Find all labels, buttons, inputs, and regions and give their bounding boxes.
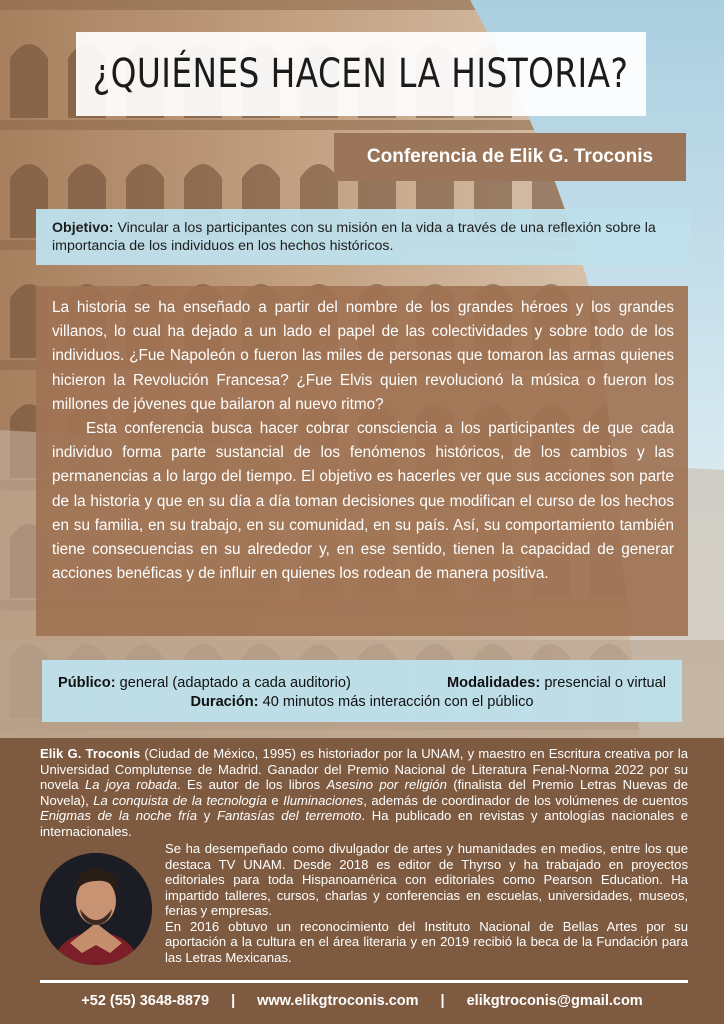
page-title: ¿QUIÉNES HACEN LA HISTORIA? <box>93 51 629 97</box>
website-link[interactable]: www.elikgtroconis.com <box>257 993 419 1009</box>
bio-text: . Es autor de los libros <box>177 777 327 792</box>
objective-box <box>36 209 690 265</box>
author-photo <box>40 853 152 965</box>
audience <box>58 675 351 691</box>
audience-value: general (adaptado a cada auditorio) <box>119 675 351 691</box>
bio-paragraph-3: En 2016 obtuvo un reconocimiento del Instituto Nacional de Bellas Artes por su aportación a la cultura en el área literaria y en 2019 recibió la beca de la Fundación para las Letras Mexicanas. <box>165 918 688 965</box>
bio-text: (finalista del Premio Letras Nuevas de Novela), <box>40 777 688 808</box>
bio-text: e <box>266 792 284 808</box>
audience-label: Público: <box>58 675 116 691</box>
separator: | <box>231 993 236 1009</box>
title-banner <box>76 32 646 116</box>
divider <box>40 980 688 983</box>
phone[interactable]: +52 (55) 3648-8879 <box>81 993 210 1009</box>
description-paragraph-1: La historia se ha enseñado a partir del nombre de los grandes héroes y los grandes villanos, lo cual ha dejado a un lado el papel de las colectividades y sobre todo de los individuos. ¿Fue Napoleón o fueron las miles de personas que tomaron las armas quienes hicieron la Revolución Francesa? ¿Fue Elvis quien revolucionó la música o fueron los millones de jóvenes que bailaron al nuevo ritmo? <box>52 299 674 413</box>
bio-text: . Ha publicado en revistas y antologías nacionales e internacionales. <box>40 808 689 839</box>
objective-label: Objetivo: <box>52 220 114 236</box>
subtitle: Conferencia de Elik G. Troconis <box>366 146 654 167</box>
bio-text: , además de coordinador de los volúmenes de cuentos <box>363 792 688 808</box>
bio-paragraph-2: Se ha desempeñado como divulgador de artes y humanidades en medios, entre los que destaca TV UNAM. Desde 2018 es editor de Thyrso y ha trabajado en proyectos editoriales para toda Hispanoamérica con editoriales como Pearson Education. Ha impartido talleres, cursos, charlas y conferencias en escuelas, universidades, museos, ferias y empresas. <box>165 841 688 918</box>
modes <box>447 675 666 691</box>
duration-label: Duración: <box>190 694 259 710</box>
separator: | <box>440 993 445 1009</box>
author-name: Elik G. Troconis <box>40 746 141 761</box>
bio-text: (Ciudad de México, 1995) es historiador por la UNAM, y maestro en Escritura creativa por la Universidad Complutense de Madrid. Ganador del Premio Nacional de Literatura Fenal-Norma 2022 por su novela <box>40 746 688 792</box>
description-box <box>36 286 688 636</box>
book-title: Iluminaciones <box>283 792 364 808</box>
book-title: Asesino por religión <box>326 777 447 792</box>
bio-paragraph-2-3 <box>165 841 688 965</box>
book-title: La joya robada <box>84 777 177 792</box>
email-link[interactable]: elikgtroconis@gmail.com <box>466 993 643 1009</box>
book-title: Fantasías del terremoto <box>217 808 362 823</box>
bio-section <box>0 738 724 1024</box>
description-paragraph-2: Esta conferencia busca hacer cobrar consciencia a los participantes de que cada individuo forma parte sustancial de los fenómenos históricos, de los cambios y las permanencias a lo largo del tiempo. El objetivo es hacerles ver que sus acciones son parte de la historia y que en su día a día toman decisiones que modifican el curso de los hechos en su familia, en su trabajo, en su comunidad, en su país. Así, su comportamiento también tiene consecuencias en su alrededor y, en ese sentido, tienen la capacidad de generar acciones benéficas y de influir en quienes los rodean de manera positiva. <box>52 420 674 583</box>
duration-value: 40 minutos más interacción con el público <box>262 694 534 710</box>
details-box <box>42 660 682 722</box>
bio-paragraph-1 <box>40 746 688 839</box>
book-title: Enigmas de la noche fría <box>40 808 198 823</box>
modes-label: Modalidades: <box>447 675 541 691</box>
book-title: La conquista de la tecnología <box>93 792 267 808</box>
subtitle-banner <box>334 133 686 181</box>
bio-text: y <box>197 808 218 823</box>
contact-bar <box>0 993 724 1009</box>
objective-text: Vincular a los participantes con su misión en la vida a través de una reflexión sobre la importancia de los individuos en los hechos históricos. <box>52 220 656 254</box>
duration <box>42 694 682 710</box>
modes-value: presencial o virtual <box>544 675 666 691</box>
